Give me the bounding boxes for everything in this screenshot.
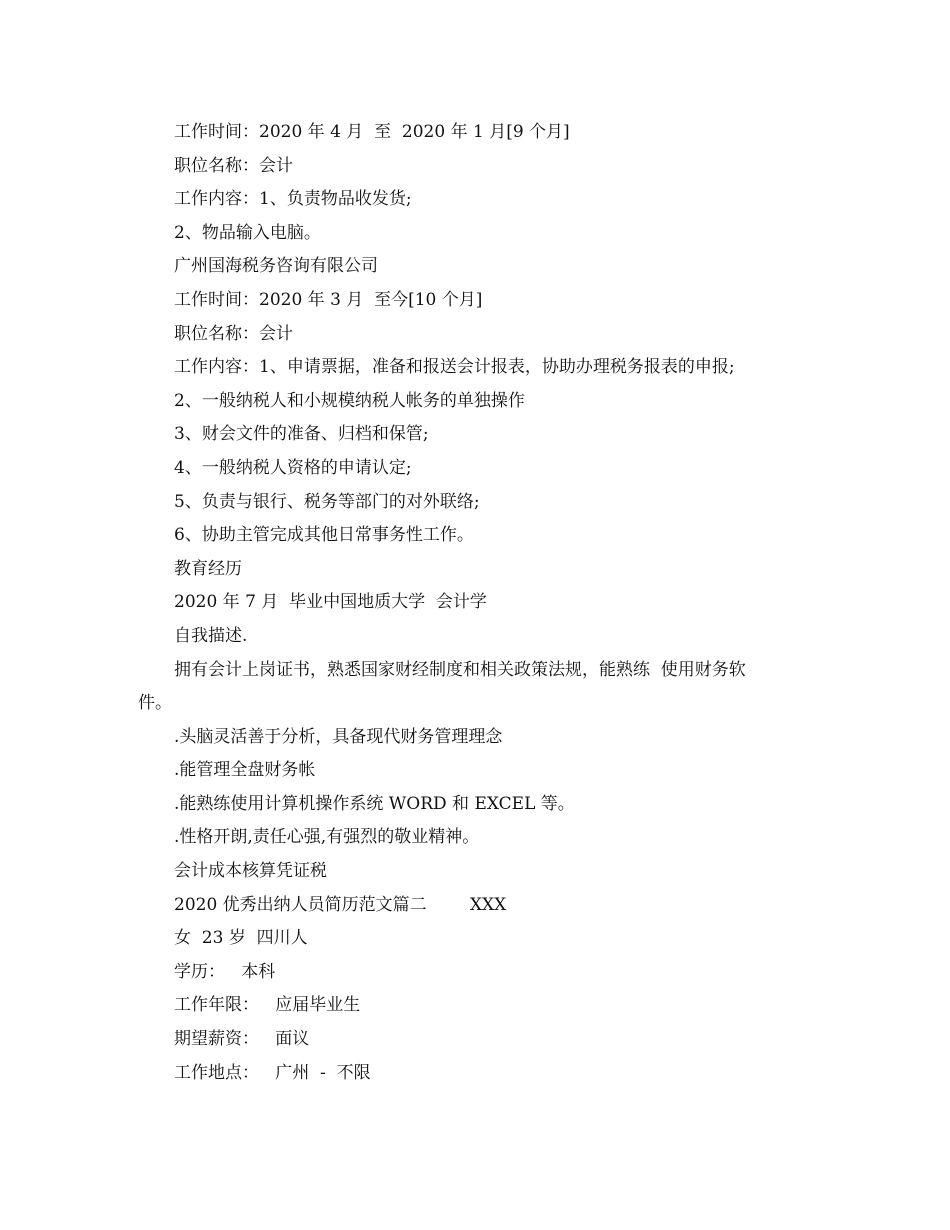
work-period-line: 工作时间：2020 年 4 月 至 2020 年 1 月[9 个月]: [174, 122, 570, 142]
expected-salary-line: 期望薪资： 面议: [174, 1029, 310, 1050]
job-content-item: 4、一般纳税人资格的申请认定;: [174, 457, 412, 478]
job-content-item: 5、负责与银行、税务等部门的对外联络;: [174, 491, 480, 512]
job-content-item: 2、物品输入电脑。: [174, 222, 321, 243]
job-content-item: 2、一般纳税人和小规模纳税人帐务的单独操作: [174, 390, 525, 411]
self-description-item: .能管理全盘财务帐: [174, 760, 316, 781]
job-content-line: 工作内容：1、负责物品收发货;: [174, 189, 412, 210]
position-title-line: 职位名称：会计: [174, 155, 293, 176]
self-description-item: .性格开朗,责任心强,有强烈的敬业精神。: [174, 827, 480, 848]
job-content-line: 工作内容：1、申请票据，准备和报送会计报表，协助办理税务报表的申报;: [174, 357, 735, 378]
self-description-paragraph-wrap: 件。: [138, 693, 172, 714]
keywords-line: 会计成本核算凭证税: [174, 861, 327, 882]
self-description-paragraph-line: 拥有会计上岗证书，熟悉国家财经制度和相关政策法规，能熟练 使用财务软: [174, 659, 746, 680]
education-entry-line: 2020 年 7 月 毕业中国地质大学 会计学: [174, 592, 487, 613]
self-description-item: .头脑灵活善于分析，具备现代财务管理理念: [174, 726, 503, 747]
position-title-line: 职位名称：会计: [174, 323, 293, 344]
document-body: [138, 116, 818, 1090]
self-description-item: .能熟练使用计算机操作系统 WORD 和 EXCEL 等。: [174, 793, 575, 814]
section-heading-self-description: 自我描述.: [174, 625, 248, 646]
job-content-item: 3、财会文件的准备、归档和保管;: [174, 424, 429, 445]
company-name-line: 广州国海税务咨询有限公司: [174, 256, 378, 277]
work-period-line: 工作时间：2020 年 3 月 至今[10 个月]: [174, 289, 483, 310]
work-years-line: 工作年限： 应届毕业生: [174, 995, 361, 1016]
work-location-line: 工作地点： 广州 - 不限: [174, 1062, 371, 1083]
personal-info-line: 女 23 岁 四川人: [174, 928, 308, 949]
section-title-resume-two: 2020 优秀出纳人员简历范文篇二 XXX: [174, 894, 507, 915]
job-content-item: 6、协助主管完成其他日常事务性工作。: [174, 525, 474, 546]
section-heading-education: 教育经历: [174, 558, 242, 579]
education-level-line: 学历： 本科: [174, 961, 276, 982]
